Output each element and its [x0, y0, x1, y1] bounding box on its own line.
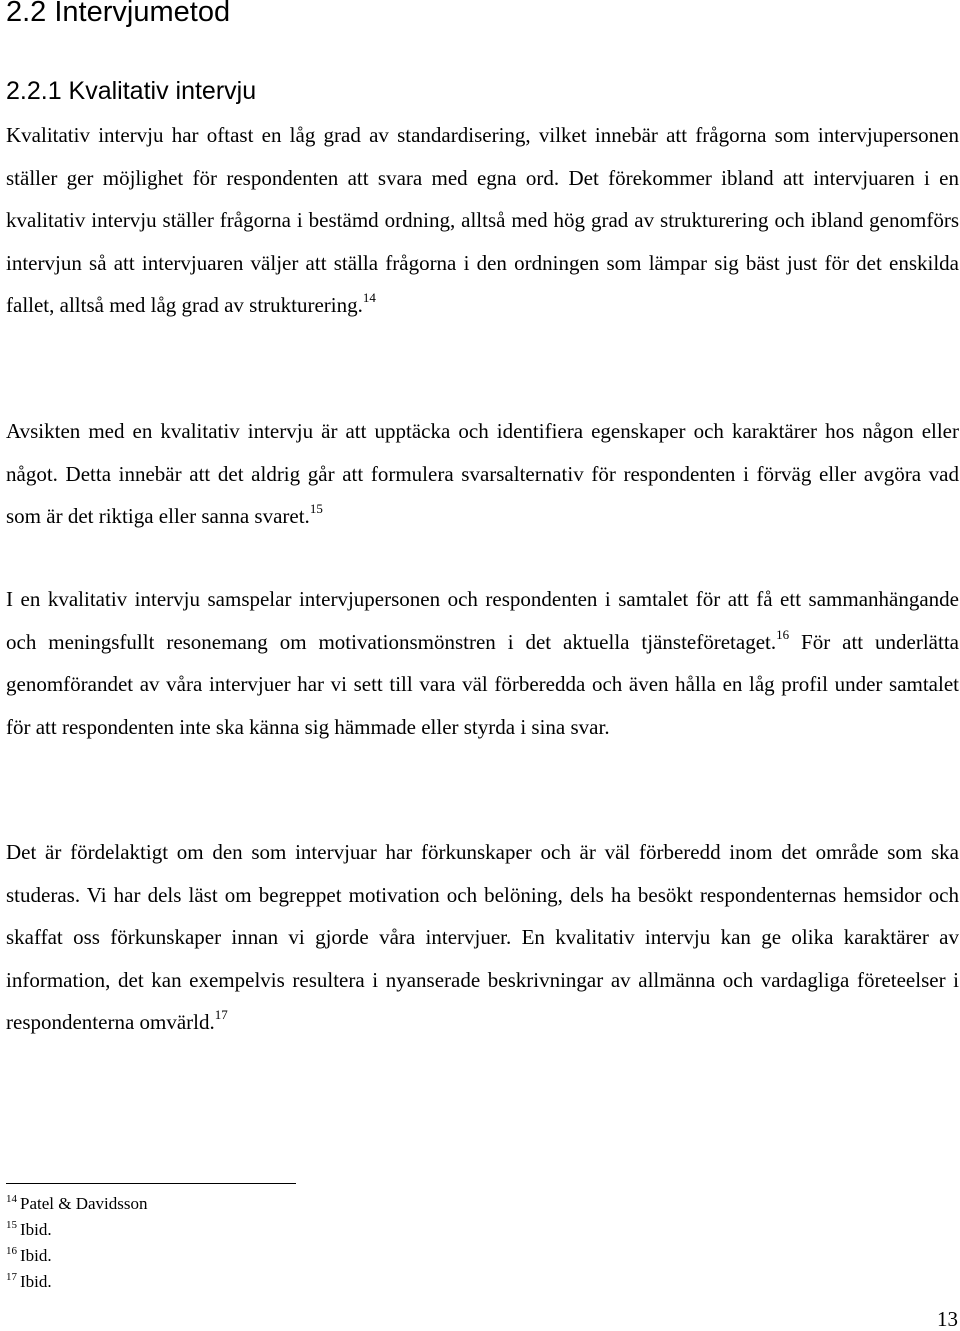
- footnote-number: 14: [6, 1193, 17, 1205]
- footnote-ref-17: 17: [214, 1007, 228, 1023]
- footnote-number: 15: [6, 1219, 17, 1231]
- footnote-divider: [6, 1183, 296, 1184]
- subsection-heading: 2.2.1 Kvalitativ intervju: [6, 77, 257, 105]
- paragraph-3-text-before: I en kvalitativ intervju samspelar intervjupersonen och respondenten i samtalet för att få ett sammanhängande och meningsfullt resonemang om motivationsmönstren i det aktuella tjänsteföretaget.: [6, 587, 959, 654]
- footnote-list: [6, 1192, 148, 1296]
- footnote-ref-14: 14: [362, 290, 376, 306]
- footnote-ref-15: 15: [309, 501, 323, 517]
- footnote-text: Patel & Davidsson: [20, 1194, 148, 1213]
- footnote-number: 17: [6, 1271, 17, 1283]
- footnote-item: [6, 1244, 148, 1270]
- page-number: 13: [937, 1307, 958, 1331]
- footnote-item: [6, 1218, 148, 1244]
- section-heading: 2.2 Intervjumetod: [6, 0, 231, 28]
- footnote-text: Ibid.: [20, 1220, 52, 1239]
- footnote-ref-16: 16: [776, 626, 790, 642]
- footnote-text: Ibid.: [20, 1272, 52, 1291]
- paragraph-2-text: Avsikten med en kvalitativ intervju är att upptäcka och identifiera egenskaper och karaktärer hos någon eller något. Detta innebär att det aldrig går att formulera svarsalternativ för respondenten i förväg eller avgöra vad som är det riktiga eller sanna svaret.: [6, 419, 959, 529]
- paragraph-2: [6, 410, 959, 538]
- footnote-item: [6, 1192, 148, 1218]
- paragraph-1: [6, 114, 959, 327]
- paragraph-4-text: Det är fördelaktigt om den som intervjuar har förkunskaper och är väl förberedd inom det område som ska studeras. Vi har dels läst om begreppet motivation och belöning, dels ha besökt respondenternas hemsidor och skaffat oss förkunskaper innan vi gjorde våra intervjuer. En kvalitativ intervju kan ge olika karaktärer av information, det kan exempelvis resultera i nyanserade beskrivningar av allmänna och vardagliga företeelser i respondenterna omvärld.: [6, 840, 959, 1035]
- paragraph-1-text: Kvalitativ intervju har oftast en låg grad av standardisering, vilket innebär att frågorna som intervjupersonen ställer ger möjlighet för respondenten att svara med egna ord. Det förekommer ibland att intervjuaren i en kvalitativ intervju ställer frågorna i bestämd ordning, alltså med hög grad av strukturering och ibland genomförs intervjun så att intervjuaren väljer att ställa frågorna i den ordningen som lämpar sig bäst just för det enskilda fallet, alltså med låg grad av strukturering.: [6, 123, 959, 318]
- footnote-number: 16: [6, 1245, 17, 1257]
- paragraph-4: [6, 831, 959, 1044]
- paragraph-3: [6, 578, 959, 748]
- paragraph-3-text-after: För att underlätta genomförandet av våra intervjuer har vi sett till vara väl förberedda och även hålla en låg profil under samtalet för att respondenten inte ska känna sig hämmade eller styrda i sina svar.: [6, 629, 959, 739]
- footnote-text: Ibid.: [20, 1246, 52, 1265]
- footnote-item: [6, 1270, 148, 1296]
